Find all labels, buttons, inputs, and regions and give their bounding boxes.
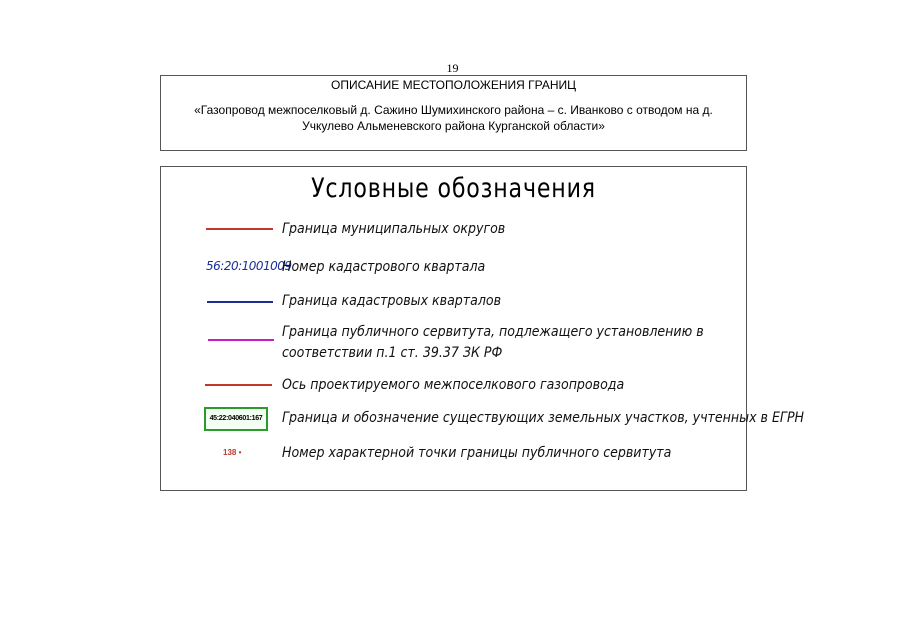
legend-item-label: Номер характерной точки границы публичного сервитута xyxy=(282,445,672,461)
page-number: 19 xyxy=(446,61,459,75)
legend-item-label: Граница публичного сервитута, подлежащего установлению в xyxy=(282,324,704,340)
cadastral-number-symbol: 56:20:1001009 xyxy=(206,259,292,273)
legend-item-label: Номер кадастрового квартала xyxy=(282,259,486,275)
characteristic-point-symbol: 138 • xyxy=(223,448,242,457)
header-box xyxy=(160,75,747,151)
header-subtitle: «Газопровод межпоселковый д. Сажино Шумихинского района – с. Иванково с отводом на д. Учкулево Альменевского района Курганской области» xyxy=(194,103,713,133)
land-parcel-symbol: 45:22:040601:167 xyxy=(204,407,268,431)
legend-item-label: Граница кадастровых кварталов xyxy=(282,293,502,309)
legend-item-label: Граница муниципальных округов xyxy=(282,221,506,237)
servitude-boundary-line-symbol xyxy=(208,339,274,341)
legend-item-label-line2: соответствии п.1 ст. 39.37 ЗК РФ xyxy=(282,345,503,361)
cadastral-boundary-line-symbol xyxy=(207,301,273,303)
legend-title: Условные обозначения xyxy=(311,173,596,204)
gas-pipeline-axis-line-symbol xyxy=(205,384,272,386)
municipal-boundary-line-symbol xyxy=(206,228,273,230)
legend-item-label: Граница и обозначение существующих земельных участков, учтенных в ЕГРН xyxy=(282,410,805,426)
legend-item-label: Ось проектируемого межпоселкового газопровода xyxy=(282,377,625,393)
legend-box xyxy=(160,166,805,491)
header-title: ОПИСАНИЕ МЕСТОПОЛОЖЕНИЯ ГРАНИЦ xyxy=(330,78,577,92)
